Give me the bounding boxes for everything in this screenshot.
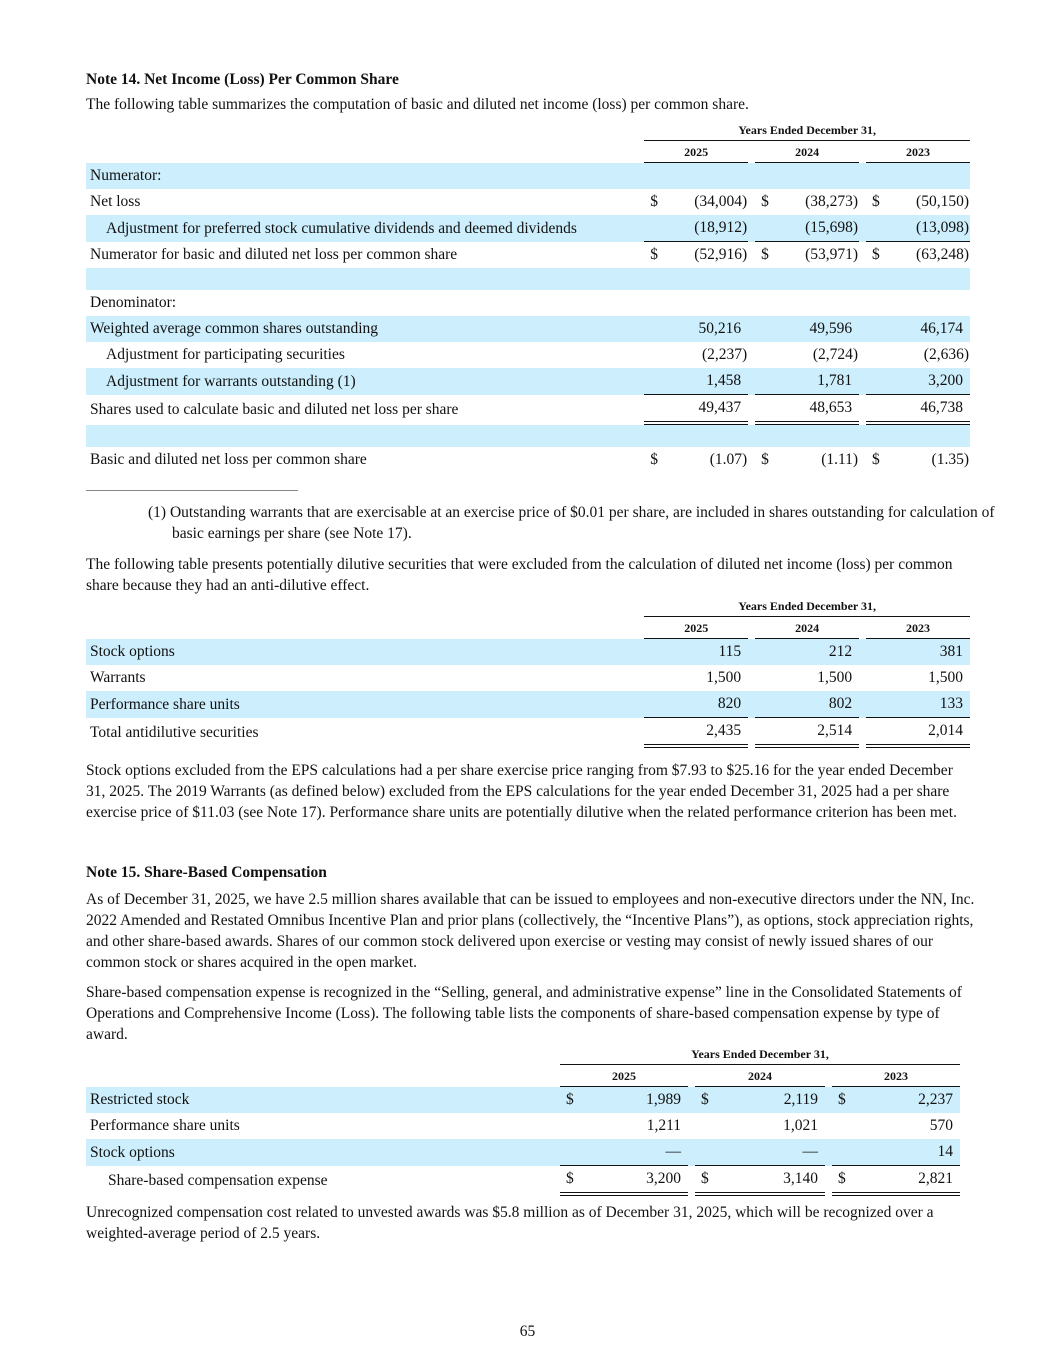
period-header: Years Ended December 31, — [560, 1047, 960, 1065]
gap — [859, 665, 866, 691]
gap — [859, 268, 866, 290]
year-header: 2025 — [644, 617, 748, 639]
year-header: 2023 — [866, 617, 970, 639]
value: 1,500 — [928, 669, 963, 686]
value: — — [802, 1143, 818, 1160]
value-wrap — [832, 1170, 960, 1188]
footnote-divider — [86, 490, 298, 491]
value: (2,636) — [923, 346, 969, 363]
value-cell — [755, 290, 859, 316]
value-wrap — [644, 219, 748, 237]
value-wrap — [866, 695, 970, 713]
value-wrap — [644, 399, 748, 417]
currency-symbol: $ — [761, 451, 769, 468]
gap — [859, 368, 866, 395]
value-cell — [560, 1166, 688, 1196]
gap — [748, 141, 755, 163]
value: (63,248) — [916, 246, 969, 263]
value-cell — [644, 342, 748, 368]
gap — [748, 691, 755, 718]
value-cell — [644, 718, 748, 748]
value-cell — [644, 242, 748, 268]
row-label: Net loss — [90, 193, 141, 210]
row-label: Stock options — [86, 639, 644, 665]
gap — [748, 368, 755, 395]
currency-symbol: $ — [650, 193, 658, 210]
value-wrap — [755, 669, 859, 687]
gap — [859, 639, 866, 665]
value-cell — [644, 215, 748, 242]
value-wrap — [866, 346, 970, 364]
value-wrap — [695, 1117, 825, 1135]
value-wrap — [695, 1091, 825, 1109]
value-cell — [755, 425, 859, 447]
value-wrap — [644, 246, 748, 264]
value-cell — [866, 665, 970, 691]
value-cell — [832, 1139, 960, 1166]
row-label: Basic and diluted net loss per common share — [90, 451, 367, 468]
value: 2,514 — [817, 722, 853, 739]
gap — [748, 665, 755, 691]
value-wrap — [832, 1091, 960, 1109]
value-cell — [866, 242, 970, 268]
value-cell — [866, 316, 970, 342]
gap — [748, 639, 755, 665]
gap — [748, 163, 755, 189]
value: (53,971) — [805, 246, 859, 263]
value: 212 — [828, 643, 853, 660]
row-label — [86, 268, 644, 290]
value-cell — [832, 1113, 960, 1139]
gap — [825, 1139, 832, 1166]
gap — [688, 1166, 695, 1196]
gap — [748, 342, 755, 368]
gap — [859, 395, 866, 425]
value-wrap — [866, 320, 970, 338]
table-row — [86, 242, 970, 268]
value: 133 — [939, 695, 963, 712]
gap — [748, 395, 755, 425]
value: 2,435 — [706, 722, 742, 739]
gap — [748, 215, 755, 242]
currency-symbol: $ — [650, 451, 658, 468]
year-header: 2024 — [755, 141, 859, 163]
note14-title: Note 14. Net Income (Loss) Per Common Share — [86, 71, 399, 88]
value-wrap — [644, 320, 748, 338]
value: (1.11) — [821, 451, 859, 468]
value: 1,781 — [817, 372, 853, 389]
value-wrap — [755, 451, 859, 469]
gap — [859, 447, 866, 473]
period-header-row — [86, 1047, 960, 1065]
row-label: Numerator: — [86, 163, 644, 189]
value-cell — [644, 189, 748, 215]
value-wrap — [644, 643, 748, 661]
gap — [748, 242, 755, 268]
year-header: 2024 — [695, 1065, 825, 1087]
value-cell — [644, 447, 748, 473]
value: 2,014 — [928, 722, 963, 739]
value-cell — [866, 189, 970, 215]
value-cell — [695, 1139, 825, 1166]
value-cell — [866, 395, 970, 425]
value-wrap — [755, 246, 859, 264]
value-wrap — [866, 246, 970, 264]
value: 49,596 — [809, 320, 853, 337]
value-wrap — [755, 346, 859, 364]
value: 1,211 — [646, 1117, 681, 1134]
value-wrap — [866, 722, 970, 740]
value: 2,821 — [918, 1170, 953, 1187]
value-cell — [644, 639, 748, 665]
gap — [748, 290, 755, 316]
table-row — [86, 1166, 960, 1196]
value-wrap — [560, 1117, 688, 1135]
antidilutive-intro: The following table presents potentially dilutive securities that were excluded from the calculation of diluted net income (loss) per common share because they had an anti-dilutive effect. — [86, 556, 953, 594]
value-cell — [755, 665, 859, 691]
value-cell — [644, 268, 748, 290]
value-cell — [755, 215, 859, 242]
value: 46,174 — [920, 320, 963, 337]
table-row — [86, 1139, 960, 1166]
value: (52,916) — [694, 246, 748, 263]
table-row — [86, 268, 970, 290]
value-wrap — [695, 1143, 825, 1161]
row-label: Performance share units — [90, 1117, 240, 1134]
gap — [859, 163, 866, 189]
gap — [748, 718, 755, 748]
value-wrap — [560, 1091, 688, 1109]
currency-symbol: $ — [872, 451, 880, 468]
value-cell — [695, 1166, 825, 1196]
value-wrap — [644, 372, 748, 390]
currency-symbol: $ — [701, 1170, 709, 1187]
table-row — [86, 395, 970, 425]
table-row — [86, 1087, 960, 1113]
currency-symbol: $ — [872, 193, 880, 210]
value: 381 — [939, 643, 963, 660]
value-cell — [755, 718, 859, 748]
table-row — [86, 215, 970, 242]
value: (15,698) — [805, 219, 859, 236]
gap — [688, 1087, 695, 1113]
value: 1,989 — [646, 1091, 681, 1108]
row-label: Weighted average common shares outstanding — [86, 316, 644, 342]
value: (1.07) — [709, 451, 748, 468]
gap — [859, 189, 866, 215]
value-wrap — [695, 1170, 825, 1188]
period-header-row — [86, 599, 970, 617]
value-cell — [755, 395, 859, 425]
table-row — [86, 368, 970, 395]
value-wrap — [866, 451, 970, 469]
value: (34,004) — [694, 193, 748, 210]
value-cell — [560, 1113, 688, 1139]
year-header-row — [86, 1065, 960, 1087]
gap — [748, 316, 755, 342]
value-cell — [644, 665, 748, 691]
gap — [859, 718, 866, 748]
value-cell — [560, 1087, 688, 1113]
value-cell — [866, 215, 970, 242]
table-row — [86, 316, 970, 342]
value-cell — [755, 242, 859, 268]
footnote: (1) Outstanding warrants that are exercisable at an exercise price of $0.01 per share, are included in shares outstanding for calculation of basic earnings per share (see Note 17). — [148, 504, 995, 542]
currency-symbol: $ — [701, 1091, 709, 1108]
gap — [825, 1087, 832, 1113]
table-row — [86, 665, 970, 691]
value-wrap — [755, 643, 859, 661]
value-cell — [644, 163, 748, 189]
share-based-comp-table — [86, 1047, 960, 1196]
gap — [859, 691, 866, 718]
gap — [825, 1113, 832, 1139]
note15-paragraph-3: Unrecognized compensation cost related to unvested awards was $5.8 million as of December 31, 2025, which will be recognized over a weighted-average period of 2.5 years. — [86, 1204, 934, 1242]
value: (13,098) — [916, 219, 969, 236]
value: 14 — [937, 1143, 953, 1160]
value: 2,237 — [918, 1091, 953, 1108]
value-cell — [755, 189, 859, 215]
gap — [859, 342, 866, 368]
value-cell — [695, 1113, 825, 1139]
value: 46,738 — [920, 399, 963, 416]
value: (1.35) — [931, 451, 969, 468]
value: 1,021 — [783, 1117, 818, 1134]
value-cell — [866, 691, 970, 718]
table-row — [86, 1113, 960, 1139]
header-spacer — [86, 599, 644, 617]
value: 3,200 — [928, 372, 963, 389]
value-cell — [755, 316, 859, 342]
value-cell — [755, 368, 859, 395]
value-wrap — [644, 669, 748, 687]
value-wrap — [755, 722, 859, 740]
value: 3,140 — [783, 1170, 818, 1187]
value-cell — [755, 163, 859, 189]
value-cell — [644, 425, 748, 447]
value-wrap — [866, 669, 970, 687]
gap — [859, 425, 866, 447]
value: (38,273) — [805, 193, 859, 210]
table-row — [86, 639, 970, 665]
value-cell — [866, 342, 970, 368]
period-header: Years Ended December 31, — [644, 599, 970, 617]
value-wrap — [866, 372, 970, 390]
value-cell — [866, 163, 970, 189]
period-header: Years Ended December 31, — [644, 123, 970, 141]
gap — [748, 617, 755, 639]
gap — [859, 617, 866, 639]
value-cell — [866, 268, 970, 290]
header-spacer — [86, 141, 644, 163]
value-wrap — [644, 451, 748, 469]
gap — [688, 1065, 695, 1087]
value-wrap — [644, 193, 748, 211]
year-header: 2023 — [832, 1065, 960, 1087]
currency-symbol: $ — [872, 246, 880, 263]
row-label: Performance share units — [86, 691, 644, 718]
value-wrap — [755, 399, 859, 417]
value-cell — [755, 447, 859, 473]
value-cell — [644, 368, 748, 395]
value: 1,500 — [817, 669, 853, 686]
value-cell — [560, 1139, 688, 1166]
value: 2,119 — [783, 1091, 818, 1108]
value: 50,216 — [698, 320, 742, 337]
value-cell — [755, 342, 859, 368]
row-label — [86, 425, 644, 447]
header-spacer — [86, 123, 644, 141]
year-header: 2024 — [755, 617, 859, 639]
value-cell — [866, 718, 970, 748]
value-cell — [644, 691, 748, 718]
table-row — [86, 189, 970, 215]
value: 820 — [717, 695, 742, 712]
year-header: 2023 — [866, 141, 970, 163]
value: 802 — [828, 695, 853, 712]
table-row — [86, 342, 970, 368]
page-number: 65 — [519, 1323, 536, 1340]
eps-closing-paragraph: Stock options excluded from the EPS calculations had a per share exercise price ranging from $7.93 to $25.16 for the year ended December 31, 2025. The 2019 Warrants (as defined below) excluded from the EPS calculations for the year ended December 31, 2025 had a per share exercise price of $11.03 (see Note 17). Performance share units are potentially dilutive when the related performance criterion has been met. — [86, 762, 957, 821]
value-wrap — [832, 1143, 960, 1161]
value-cell — [755, 268, 859, 290]
value: 3,200 — [646, 1170, 681, 1187]
antidilutive-table — [86, 599, 970, 748]
period-header-row — [86, 123, 970, 141]
row-label: Share-based compensation expense — [108, 1172, 328, 1189]
currency-symbol: $ — [566, 1170, 574, 1187]
table-row — [86, 290, 970, 316]
currency-symbol: $ — [761, 246, 769, 263]
header-spacer — [86, 1065, 560, 1087]
value-cell — [866, 290, 970, 316]
eps-table — [86, 123, 970, 473]
value-wrap — [866, 643, 970, 661]
value-wrap — [755, 372, 859, 390]
value: — — [665, 1143, 681, 1160]
value-cell — [755, 639, 859, 665]
value-cell — [866, 368, 970, 395]
table-row — [86, 718, 970, 748]
note15-title: Note 15. Share-Based Compensation — [86, 864, 327, 881]
value-wrap — [866, 399, 970, 417]
value-wrap — [644, 346, 748, 364]
table-row — [86, 691, 970, 718]
row-label: Denominator: — [90, 294, 177, 311]
row-label: Adjustment for preferred stock cumulative dividends and deemed dividends — [86, 215, 644, 242]
value: (2,724) — [812, 346, 859, 363]
currency-symbol: $ — [761, 193, 769, 210]
value: (50,150) — [916, 193, 969, 210]
row-label: Warrants — [90, 669, 146, 686]
value: 1,500 — [706, 669, 742, 686]
year-header-row — [86, 617, 970, 639]
value-wrap — [560, 1170, 688, 1188]
value: 1,458 — [706, 372, 742, 389]
currency-symbol: $ — [566, 1091, 574, 1108]
value-cell — [695, 1087, 825, 1113]
value: (2,237) — [701, 346, 748, 363]
gap — [859, 141, 866, 163]
value-cell — [644, 290, 748, 316]
header-spacer — [86, 617, 644, 639]
value-cell — [832, 1087, 960, 1113]
gap — [748, 189, 755, 215]
row-label: Total antidilutive securities — [90, 724, 259, 741]
note15-paragraph-2: Share-based compensation expense is recognized in the “Selling, general, and administrative expense” line in the Consolidated Statements of Operations and Comprehensive Income (Loss). The following table lists the components of share-based compensation expense by type of award. — [86, 984, 962, 1043]
value-cell — [866, 639, 970, 665]
value: 48,653 — [809, 399, 853, 416]
value-wrap — [755, 320, 859, 338]
value-cell — [866, 425, 970, 447]
year-header: 2025 — [560, 1065, 688, 1087]
value-wrap — [866, 193, 970, 211]
value: 49,437 — [698, 399, 742, 416]
currency-symbol: $ — [838, 1170, 846, 1187]
gap — [825, 1065, 832, 1087]
gap — [688, 1139, 695, 1166]
value-wrap — [755, 695, 859, 713]
row-label: Numerator for basic and diluted net loss per common share — [90, 246, 458, 263]
value-cell — [832, 1166, 960, 1196]
gap — [859, 215, 866, 242]
note15-paragraph-1: As of December 31, 2025, we have 2.5 million shares available that can be issued to employees and non-executive directors under the NN, Inc. 2022 Amended and Restated Omnibus Incentive Plan and prior plans (collectively, the “Incentive Plans”), as options, stock appreciation rights, and other share-based awards. Shares of our common stock delivered upon exercise or vesting may consist of newly issued shares of our common stock or shares acquired in the open market. — [86, 891, 975, 971]
row-label: Restricted stock — [86, 1087, 560, 1113]
value-wrap — [755, 219, 859, 237]
gap — [859, 290, 866, 316]
note14-intro: The following table summarizes the computation of basic and diluted net income (loss) per common share. — [86, 96, 749, 113]
gap — [748, 425, 755, 447]
value-wrap — [644, 722, 748, 740]
table-row — [86, 447, 970, 473]
value-wrap — [755, 193, 859, 211]
gap — [825, 1166, 832, 1196]
gap — [859, 316, 866, 342]
row-label: Stock options — [86, 1139, 560, 1166]
row-label: Adjustment for warrants outstanding (1) — [86, 368, 644, 395]
value-wrap — [560, 1143, 688, 1161]
row-label: Adjustment for participating securities — [106, 346, 345, 363]
row-label: Shares used to calculate basic and diluted net loss per share — [90, 401, 459, 418]
value: (18,912) — [694, 219, 748, 236]
value: 570 — [929, 1117, 953, 1134]
value-cell — [866, 447, 970, 473]
header-spacer — [86, 1047, 560, 1065]
year-header-row — [86, 141, 970, 163]
table-row — [86, 163, 970, 189]
currency-symbol: $ — [838, 1091, 846, 1108]
gap — [859, 242, 866, 268]
gap — [748, 447, 755, 473]
value-cell — [644, 316, 748, 342]
value-cell — [644, 395, 748, 425]
value-wrap — [644, 695, 748, 713]
gap — [688, 1113, 695, 1139]
value-cell — [755, 691, 859, 718]
currency-symbol: $ — [650, 246, 658, 263]
table-row — [86, 425, 970, 447]
gap — [748, 268, 755, 290]
year-header: 2025 — [644, 141, 748, 163]
value: 115 — [718, 643, 742, 660]
value-wrap — [866, 219, 970, 237]
value-wrap — [832, 1117, 960, 1135]
